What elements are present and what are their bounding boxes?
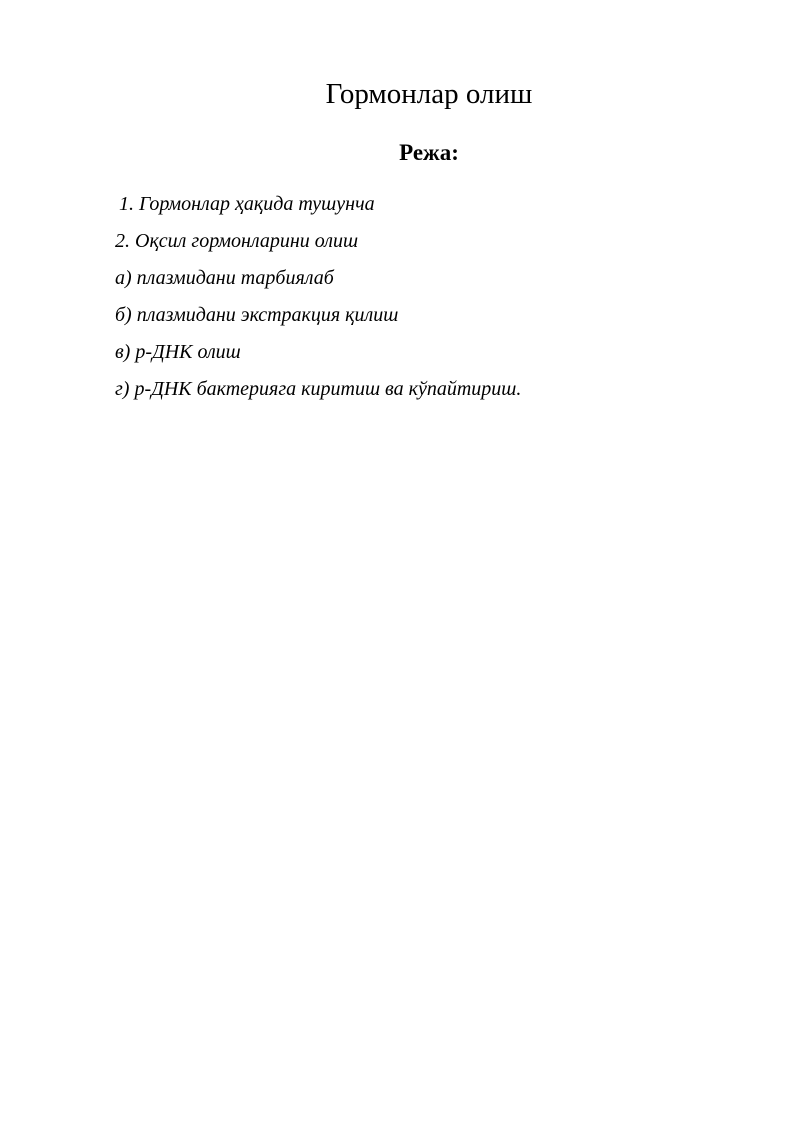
- plan-item-2v: в) р-ДНК олиш: [115, 341, 241, 363]
- plan-item-2b: б) плазмидани экстракция қилиш: [115, 304, 399, 326]
- plan-heading: Режа:: [399, 140, 459, 165]
- document-title: Гормонлар олиш: [325, 78, 533, 110]
- plan-item-2a: а) плазмидани тарбиялаб: [115, 267, 334, 289]
- plan-item-2: 2. Оқсил гормонларини олиш: [115, 230, 359, 252]
- plan-list: [115, 192, 521, 414]
- plan-item-2g: г) р-ДНК бактерияга киритиш ва кўпайтириш.: [115, 378, 522, 400]
- plan-item-1: 1. Гормонлар ҳақида тушунча: [119, 193, 375, 215]
